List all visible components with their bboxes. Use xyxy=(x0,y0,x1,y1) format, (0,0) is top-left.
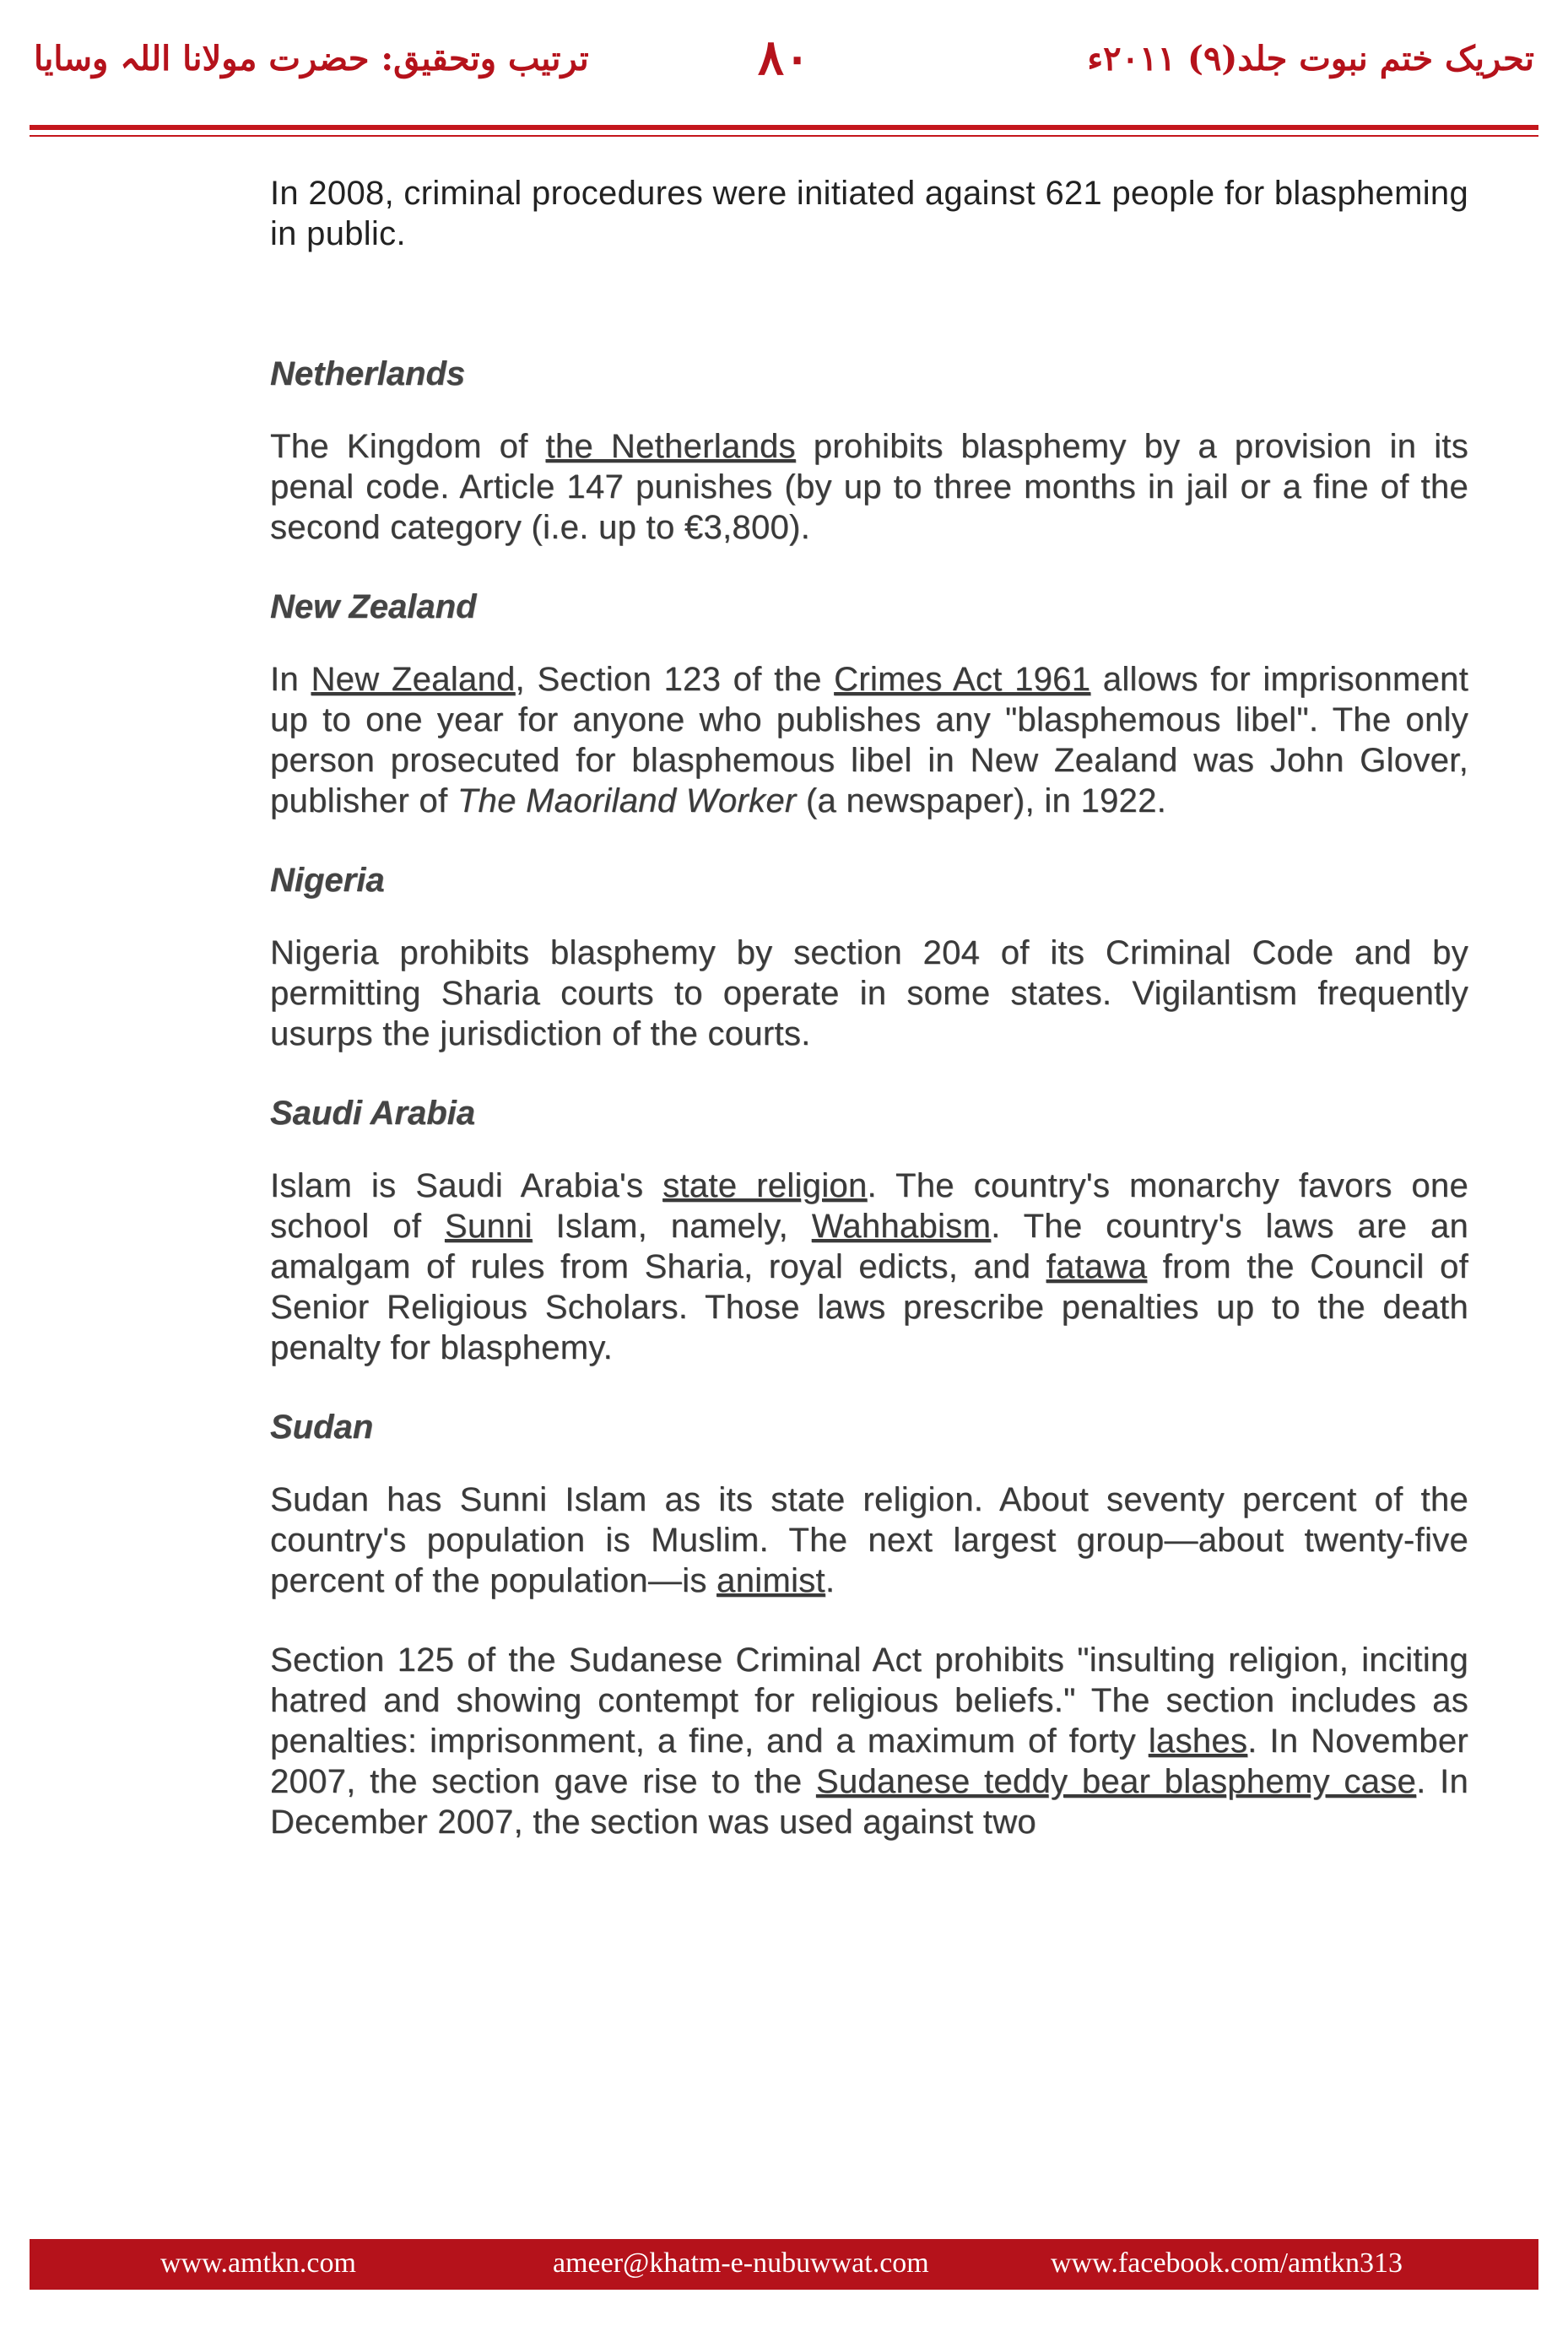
text-run: prohibits blasphemy by a provision in its penal code. Article 147 punishes (by up to three months in jail or a fine of the second category (i.e. up to €3,800). xyxy=(270,428,1468,546)
link-wahhabism[interactable]: Wahhabism xyxy=(811,1208,992,1245)
intro-paragraph: In 2008, criminal procedures were initiated against 621 people for blaspheming in public. xyxy=(270,175,1468,252)
text-run: . The country's laws are an amalgam of rules from Sharia, royal edicts, and xyxy=(270,1208,1468,1285)
page-number: ۸۰ xyxy=(757,29,811,86)
text-run: The Kingdom of xyxy=(270,428,546,465)
link-lashes[interactable]: lashes xyxy=(1148,1723,1248,1760)
heading-nigeria: Nigeria xyxy=(270,862,385,899)
footer-facebook-link[interactable]: www.facebook.com/amtkn313 xyxy=(1051,2247,1403,2279)
text-run: . In December 2007, the section was used against two xyxy=(270,1763,1468,1841)
heading-netherlands: Netherlands xyxy=(270,355,466,392)
header-compiler: ترتیب وتحقیق: حضرت مولانا اللہ وسایا xyxy=(34,39,589,78)
footer-email-link[interactable]: ameer@khatm-e-nubuwwat.com xyxy=(553,2247,929,2279)
link-state-religion[interactable]: state religion xyxy=(662,1167,868,1204)
text-run: . xyxy=(825,1562,835,1599)
saudi-arabia-paragraph xyxy=(270,1166,1468,1368)
new-zealand-paragraph xyxy=(270,659,1468,821)
text-run: from the Council of Senior Religious Scholars. Those laws prescribe penalties up to the death penalty for blasphemy. xyxy=(270,1248,1468,1366)
link-sunni[interactable]: Sunni xyxy=(444,1208,533,1245)
text-run: Sudan has Sunni Islam as its state religion. About seventy percent of the country's population is Muslim. The next largest group—about twenty-five percent of the population—is xyxy=(270,1481,1468,1599)
nigeria-paragraph: Nigeria prohibits blasphemy by section 204 of its Criminal Code and by permitting Sharia courts to operate in some states. Vigilantism frequently usurps the jurisdiction of the courts. xyxy=(270,934,1468,1052)
header-rule-thin xyxy=(30,135,1538,137)
heading-saudi-arabia: Saudi Arabia xyxy=(270,1095,476,1132)
text-run: . In November 2007, the section gave rise to the xyxy=(270,1723,1468,1800)
page-body xyxy=(270,173,1468,1881)
link-fatawa[interactable]: fatawa xyxy=(1046,1248,1148,1285)
footer-website-link[interactable]: www.amtkn.com xyxy=(160,2247,356,2279)
newspaper-title: The Maoriland Worker xyxy=(457,782,797,819)
text-run: (a newspaper), in 1922. xyxy=(796,782,1167,819)
text-run: In xyxy=(270,661,311,698)
sudan-paragraph-1 xyxy=(270,1479,1468,1601)
text-run: , Section 123 of the xyxy=(515,661,835,698)
netherlands-paragraph xyxy=(270,426,1468,548)
link-new-zealand[interactable]: New Zealand xyxy=(311,661,516,698)
link-teddy-bear-case[interactable]: Sudanese teddy bear blasphemy case xyxy=(815,1763,1417,1800)
heading-sudan: Sudan xyxy=(270,1409,374,1446)
page-header xyxy=(0,24,1568,108)
text-run: Section 125 of the Sudanese Criminal Act prohibits "insulting religion, inciting hatred and showing contempt for religious beliefs." The section includes as penalties: imprisonment, a fine, and a maximum of forty xyxy=(270,1642,1468,1760)
heading-new-zealand: New Zealand xyxy=(270,588,477,625)
link-netherlands[interactable]: the Netherlands xyxy=(545,428,796,465)
text-run: Islam is Saudi Arabia's xyxy=(270,1167,663,1204)
text-run: Islam, namely, xyxy=(532,1208,812,1245)
text-run: . The country's monarchy favors one school of xyxy=(270,1167,1469,1245)
header-book-title: تحریک ختم نبوت جلد(۹) ۲۰۱۱ء xyxy=(1087,39,1534,78)
sudan-paragraph-2 xyxy=(270,1640,1468,1842)
header-rule xyxy=(30,125,1538,130)
text-run: allows for imprisonment up to one year for anyone who publishes any "blasphemous libel". The only person prosecuted for blasphemous libel in New Zealand was John Glover, publisher of xyxy=(270,661,1469,819)
page-footer xyxy=(30,2239,1538,2290)
link-crimes-act[interactable]: Crimes Act 1961 xyxy=(834,661,1091,698)
link-animist[interactable]: animist xyxy=(716,1562,825,1599)
